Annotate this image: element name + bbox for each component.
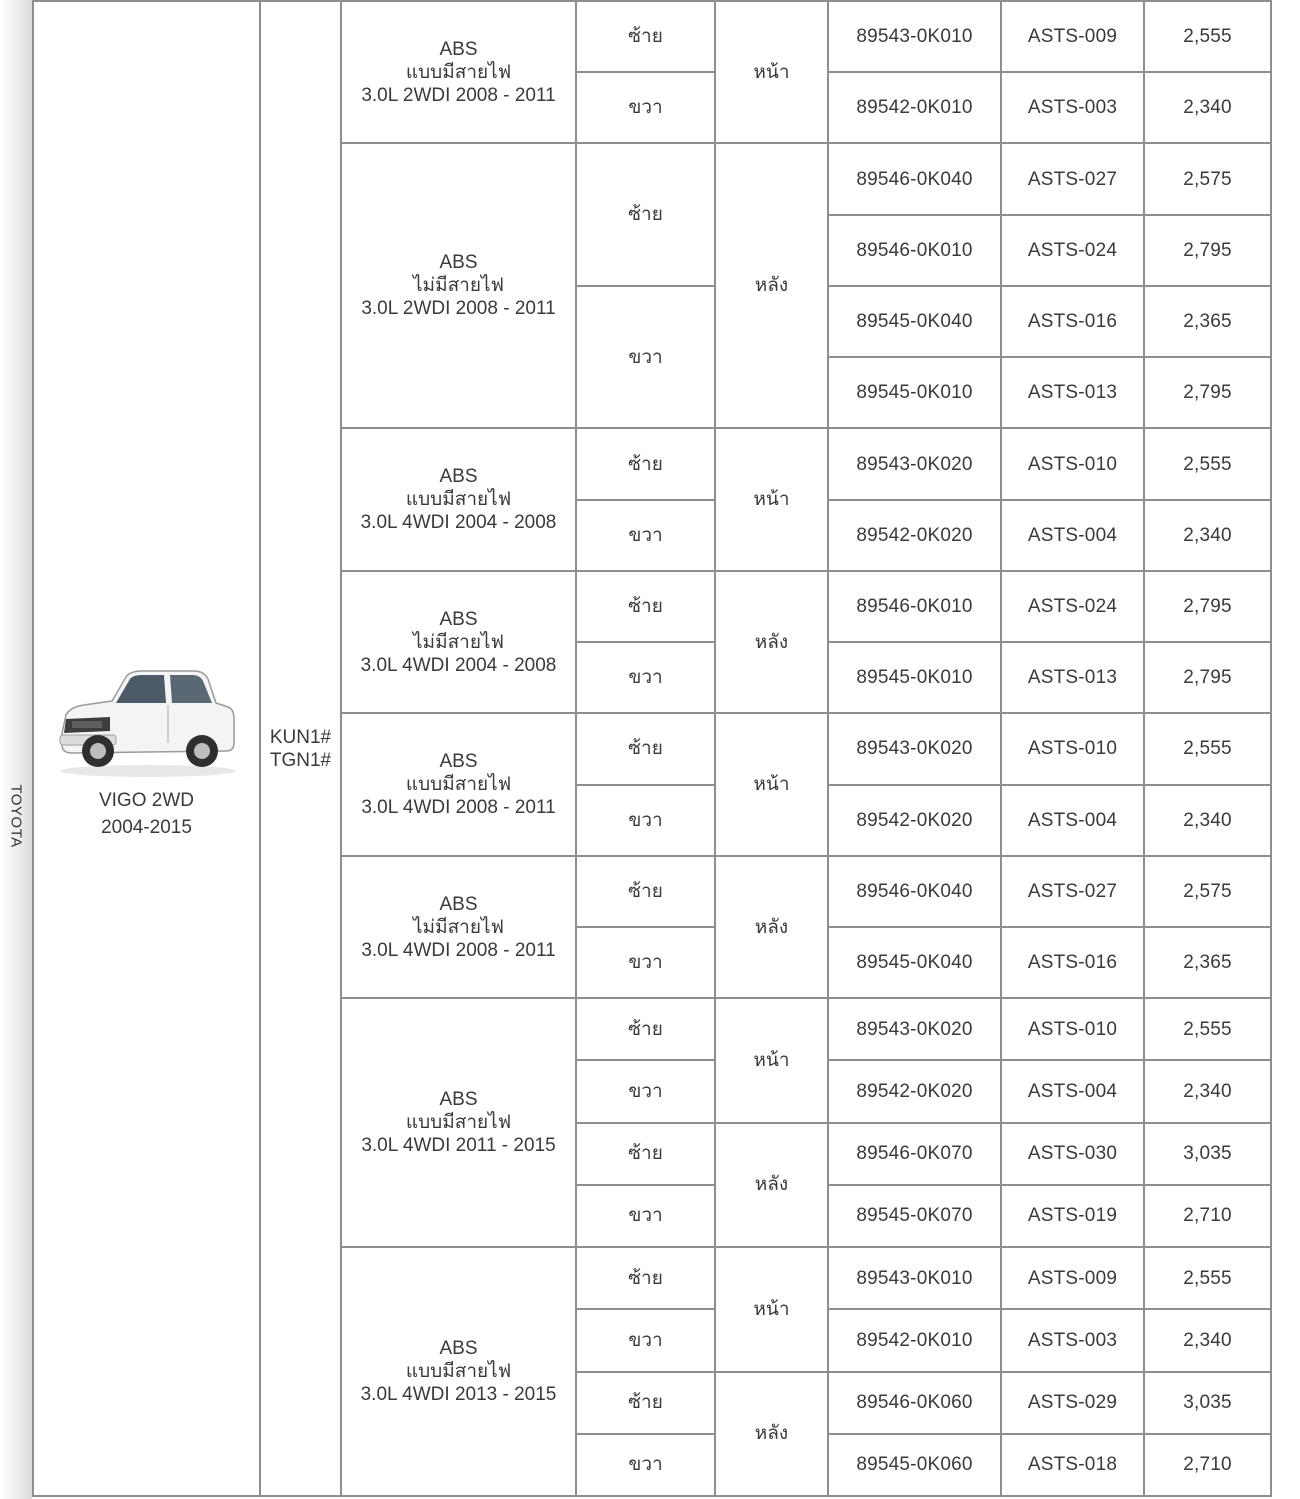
model-code-cell bbox=[260, 1, 341, 1496]
spec-cell bbox=[341, 1, 576, 143]
reference-code: ASTS-010 bbox=[1001, 428, 1144, 499]
price: 2,575 bbox=[1144, 143, 1271, 214]
spec-line: 3.0L 4WDI 2008 - 2011 bbox=[361, 939, 556, 961]
part-number: 89545-0K060 bbox=[828, 1434, 1001, 1496]
spec-cell bbox=[341, 713, 576, 855]
reference-code: ASTS-027 bbox=[1001, 856, 1144, 927]
price: 3,035 bbox=[1144, 1372, 1271, 1434]
reference-code: ASTS-030 bbox=[1001, 1123, 1144, 1185]
model-cell bbox=[33, 1, 260, 1496]
spec-line: 3.0L 4WDI 2008 - 2011 bbox=[361, 797, 556, 819]
part-number: 89542-0K010 bbox=[828, 1309, 1001, 1371]
reference-code: ASTS-018 bbox=[1001, 1434, 1144, 1496]
part-number: 89546-0K040 bbox=[828, 143, 1001, 214]
reference-code: ASTS-009 bbox=[1001, 1, 1144, 72]
part-number: 89546-0K060 bbox=[828, 1372, 1001, 1434]
part-number: 89543-0K020 bbox=[828, 713, 1001, 784]
spec-line: ไม่มีสายไฟ bbox=[412, 275, 504, 297]
reference-code: ASTS-024 bbox=[1001, 215, 1144, 286]
price: 2,575 bbox=[1144, 856, 1271, 927]
spec-line: ABS bbox=[439, 893, 478, 915]
side-cell: ซ้าย bbox=[576, 1123, 715, 1185]
spec-line: 3.0L 4WDI 2013 - 2015 bbox=[360, 1384, 557, 1406]
part-number: 89542-0K020 bbox=[828, 1060, 1001, 1122]
price: 2,340 bbox=[1144, 785, 1271, 856]
reference-code: ASTS-016 bbox=[1001, 286, 1144, 357]
reference-code: ASTS-004 bbox=[1001, 785, 1144, 856]
side-cell: ขวา bbox=[576, 1185, 715, 1247]
position-cell: หน้า bbox=[715, 1247, 828, 1371]
position-cell: หลัง bbox=[715, 1123, 828, 1247]
page-right-margin bbox=[1270, 0, 1300, 1499]
side-cell: ซ้าย bbox=[576, 571, 715, 642]
side-cell: ซ้าย bbox=[576, 1, 715, 72]
part-number: 89542-0K010 bbox=[828, 72, 1001, 143]
part-number: 89542-0K020 bbox=[828, 785, 1001, 856]
reference-code: ASTS-003 bbox=[1001, 1309, 1144, 1371]
spec-line: 3.0L 4WDI 2011 - 2015 bbox=[361, 1135, 556, 1157]
vehicle-image bbox=[52, 659, 242, 779]
spec-cell bbox=[341, 143, 576, 428]
spec-line: ABS bbox=[439, 252, 478, 274]
spec-line: แบบมีสายไฟ bbox=[405, 489, 512, 511]
price: 2,340 bbox=[1144, 1309, 1271, 1371]
table-row bbox=[33, 1, 1271, 72]
part-number: 89543-0K010 bbox=[828, 1, 1001, 72]
price: 3,035 bbox=[1144, 1123, 1271, 1185]
reference-code: ASTS-024 bbox=[1001, 571, 1144, 642]
side-cell: ซ้าย bbox=[576, 143, 715, 285]
price: 2,795 bbox=[1144, 357, 1271, 428]
reference-code: ASTS-019 bbox=[1001, 1185, 1144, 1247]
model-name: VIGO 2WD bbox=[98, 789, 194, 811]
spec-line: แบบมีสายไฟ bbox=[405, 1361, 512, 1383]
part-number: 89546-0K010 bbox=[828, 571, 1001, 642]
side-cell: ขวา bbox=[576, 72, 715, 143]
side-cell: ขวา bbox=[576, 927, 715, 998]
price: 2,710 bbox=[1144, 1185, 1271, 1247]
side-cell: ขวา bbox=[576, 1060, 715, 1122]
side-cell: ขวา bbox=[576, 1309, 715, 1371]
reference-code: ASTS-016 bbox=[1001, 927, 1144, 998]
side-cell: ซ้าย bbox=[576, 856, 715, 927]
price: 2,340 bbox=[1144, 1060, 1271, 1122]
spec-cell bbox=[341, 856, 576, 998]
price: 2,795 bbox=[1144, 642, 1271, 713]
price: 2,365 bbox=[1144, 286, 1271, 357]
price: 2,710 bbox=[1144, 1434, 1271, 1496]
position-cell: หน้า bbox=[715, 713, 828, 855]
side-cell: ขวา bbox=[576, 500, 715, 571]
spec-line: แบบมีสายไฟ bbox=[405, 1112, 512, 1134]
side-cell: ซ้าย bbox=[576, 998, 715, 1060]
side-cell: ขวา bbox=[576, 642, 715, 713]
position-cell: หน้า bbox=[715, 1, 828, 143]
model-code: TGN1# bbox=[269, 749, 332, 771]
part-number: 89543-0K010 bbox=[828, 1247, 1001, 1309]
position-cell: หน้า bbox=[715, 998, 828, 1122]
spec-line: ไม่มีสายไฟ bbox=[412, 916, 504, 938]
model-years: 2004-2015 bbox=[101, 816, 192, 838]
spec-line: แบบมีสายไฟ bbox=[405, 774, 512, 796]
spec-line: 3.0L 4WDI 2004 - 2008 bbox=[360, 654, 557, 676]
part-number: 89546-0K010 bbox=[828, 215, 1001, 286]
spec-line: ABS bbox=[439, 1338, 478, 1360]
spec-cell bbox=[341, 998, 576, 1247]
part-number: 89545-0K040 bbox=[828, 286, 1001, 357]
reference-code: ASTS-013 bbox=[1001, 642, 1144, 713]
part-number: 89546-0K040 bbox=[828, 856, 1001, 927]
reference-code: ASTS-013 bbox=[1001, 357, 1144, 428]
parts-table bbox=[32, 0, 1272, 1497]
reference-code: ASTS-029 bbox=[1001, 1372, 1144, 1434]
spec-line: ไม่มีสายไฟ bbox=[412, 631, 504, 653]
price: 2,555 bbox=[1144, 428, 1271, 499]
side-cell: ซ้าย bbox=[576, 1372, 715, 1434]
position-cell: หลัง bbox=[715, 1372, 828, 1497]
spec-line: 3.0L 4WDI 2004 - 2008 bbox=[360, 512, 557, 534]
side-cell: ซ้าย bbox=[576, 713, 715, 784]
side-cell: ขวา bbox=[576, 1434, 715, 1496]
side-cell: ขวา bbox=[576, 286, 715, 428]
price: 2,555 bbox=[1144, 998, 1271, 1060]
price: 2,795 bbox=[1144, 215, 1271, 286]
reference-code: ASTS-003 bbox=[1001, 72, 1144, 143]
position-cell: หน้า bbox=[715, 428, 828, 570]
part-number: 89545-0K010 bbox=[828, 357, 1001, 428]
price: 2,555 bbox=[1144, 1247, 1271, 1309]
model-code: KUN1# bbox=[269, 726, 332, 748]
spec-cell bbox=[341, 571, 576, 713]
position-cell: หลัง bbox=[715, 856, 828, 998]
part-number: 89546-0K070 bbox=[828, 1123, 1001, 1185]
reference-code: ASTS-009 bbox=[1001, 1247, 1144, 1309]
position-cell: หลัง bbox=[715, 143, 828, 428]
spec-cell bbox=[341, 1247, 576, 1496]
side-cell: ซ้าย bbox=[576, 428, 715, 499]
price: 2,340 bbox=[1144, 72, 1271, 143]
parts-table-body bbox=[33, 1, 1271, 1496]
brand-side-strip bbox=[0, 0, 32, 1499]
part-number: 89545-0K040 bbox=[828, 927, 1001, 998]
spec-line: ABS bbox=[439, 466, 478, 488]
brand-label: TOYOTA bbox=[7, 784, 25, 848]
reference-code: ASTS-027 bbox=[1001, 143, 1144, 214]
reference-code: ASTS-010 bbox=[1001, 998, 1144, 1060]
spec-line: 3.0L 2WDI 2008 - 2011 bbox=[361, 298, 556, 320]
price: 2,795 bbox=[1144, 571, 1271, 642]
reference-code: ASTS-010 bbox=[1001, 713, 1144, 784]
part-number: 89542-0K020 bbox=[828, 500, 1001, 571]
side-cell: ขวา bbox=[576, 785, 715, 856]
price: 2,555 bbox=[1144, 1, 1271, 72]
spec-line: ABS bbox=[439, 608, 478, 630]
position-cell: หลัง bbox=[715, 571, 828, 713]
spec-line: 3.0L 2WDI 2008 - 2011 bbox=[361, 84, 556, 106]
spec-line: ABS bbox=[439, 38, 478, 60]
price: 2,555 bbox=[1144, 713, 1271, 784]
spec-line: ABS bbox=[439, 751, 478, 773]
part-number: 89543-0K020 bbox=[828, 428, 1001, 499]
reference-code: ASTS-004 bbox=[1001, 500, 1144, 571]
price: 2,340 bbox=[1144, 500, 1271, 571]
price: 2,365 bbox=[1144, 927, 1271, 998]
part-number: 89545-0K070 bbox=[828, 1185, 1001, 1247]
part-number: 89545-0K010 bbox=[828, 642, 1001, 713]
part-number: 89543-0K020 bbox=[828, 998, 1001, 1060]
side-cell: ซ้าย bbox=[576, 1247, 715, 1309]
spec-line: แบบมีสายไฟ bbox=[405, 61, 512, 83]
reference-code: ASTS-004 bbox=[1001, 1060, 1144, 1122]
spec-line: ABS bbox=[439, 1089, 478, 1111]
spec-cell bbox=[341, 428, 576, 570]
